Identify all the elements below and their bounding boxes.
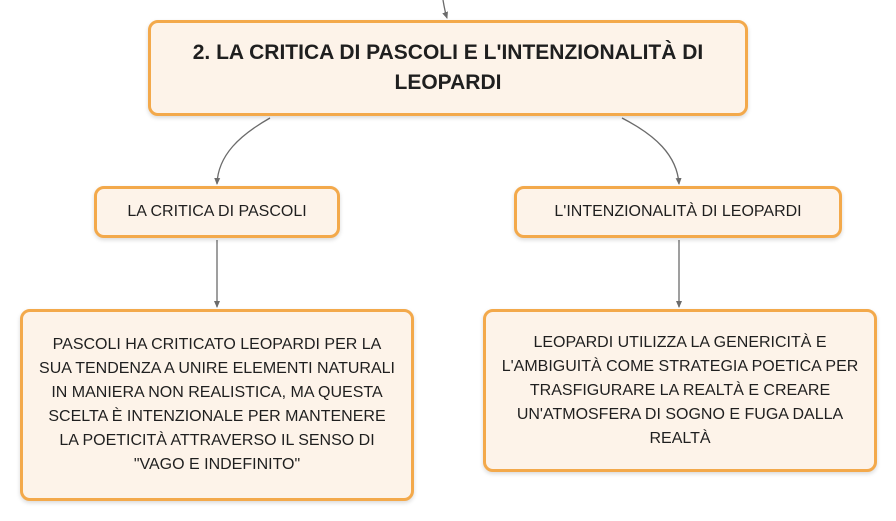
detail-node-intenzionalita-leopardi[interactable] (483, 309, 877, 472)
detail-node-critica-pascoli[interactable] (20, 309, 414, 501)
connector-root-to-leopardi (622, 118, 679, 184)
detail-node-text: LEOPARDI UTILIZZA LA GENERICITÀ E L'AMBIGUITÀ COME STRATEGIA POETICA PER TRASFIGURARE LA REALTÀ E CREARE UN'ATMOSFERA DI SOGNO E FUGA DALLA REALTÀ (501, 333, 859, 447)
branch-node-intenzionalita-leopardi[interactable] (514, 186, 842, 238)
root-node[interactable] (148, 20, 748, 116)
branch-node-label: L'INTENZIONALITÀ DI LEOPARDI (554, 203, 802, 220)
branch-node-critica-pascoli[interactable] (94, 186, 340, 238)
branch-node-label: LA CRITICA DI PASCOLI (127, 203, 307, 220)
connector-root-to-pascoli (217, 118, 270, 184)
connector-parent-to-root (443, 0, 447, 18)
root-node-label: 2. LA CRITICA DI PASCOLI E L'INTENZIONALITÀ DI LEOPARDI (192, 40, 704, 94)
detail-node-text: PASCOLI HA CRITICATO LEOPARDI PER LA SUA TENDENZA A UNIRE ELEMENTI NATURALI IN MANIERA NON REALISTICA, MA QUESTA SCELTA È INTENZIONALE PER MANTENERE LA POETICITÀ ATTRAVERSO IL SENSO DI "VAGO E INDEFINITO" (39, 336, 395, 473)
